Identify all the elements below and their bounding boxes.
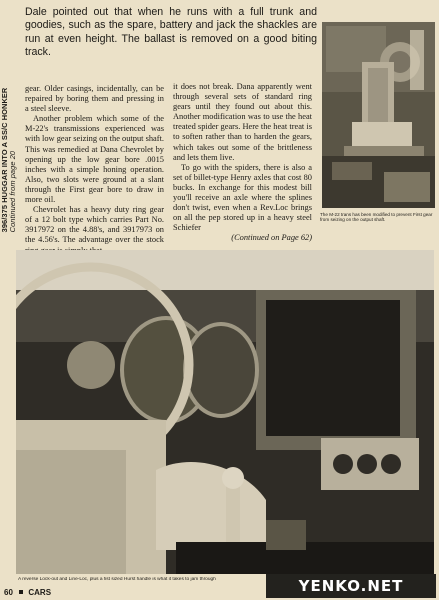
column1-paragraph: Chevrolet has a heavy duty ring gear of a 12 bolt type which carries Part No. 3917972 on the 4.88's, and 3917973 on the 4.56's. The advantage over the stock — [25, 205, 164, 245]
continued-note: (Continued on Page 62) — [231, 233, 312, 243]
transmission-photo — [322, 22, 435, 208]
article-column-1 — [25, 84, 164, 256]
interior-photo-caption: A reverse Lock-out and Line-Loc, plus a fist sized Hurst handle is what it takes to jam through — [18, 577, 216, 582]
column1-paragraph: gear. Older casings, incidentally, can be repaired by boring them and pressing in a steel sleeve. — [25, 84, 164, 114]
column2-paragraph: it does not break. Dana apparently went through several sets of standard ring gears until they found out about this. Another modification was to use the heat treated spider gears. Here the heat treat is to soften rather than to harden the gears, which takes out some of the brittleness and lets them live. — [173, 82, 312, 162]
transmission-photo-art — [322, 22, 435, 208]
site-watermark: YENKO.NET — [266, 574, 436, 598]
page-number: 60 — [4, 588, 13, 597]
column1-paragraph: Another problem which some of the M-22's transmissions experienced was with low gear seizing on the output shaft. This was remedied at Dana Chevrolet by opening up the low gear bore .0015 inches with a simple honing operation. Also, two slots were ground at a slant through the First gear bore to draw in more oil. — [25, 114, 164, 205]
magazine-name: CARS — [28, 588, 52, 597]
side-title: 396/375 HUGGAR INTO A SS/C HONKER — [0, 87, 9, 233]
lead-paragraph: Dale pointed out that when he runs with a full trunk and goodies, such as the spare, battery and jack the shackles are run at even height. The ballast is removed on a good biting track. — [25, 6, 317, 58]
column2-paragraph: To go with the spiders, there is also a set of billet-type Henry axles that cost 80 bucks. In exchange for this modest bill you'll receive an axle where the splines don't twist, even when a Rev.Loc brings on all the pep stored up in a heavy steel Schiefer — [173, 162, 312, 233]
interior-photo-art — [16, 250, 434, 574]
transmission-photo-caption: The M-22 trans has been modified to prevent First gear from seizing on the output shaft. — [320, 212, 433, 223]
page-folio — [4, 588, 51, 597]
bullet-square-icon — [19, 590, 23, 594]
side-running-title — [1, 60, 17, 260]
side-continued: Continued from page 20 — [8, 150, 17, 233]
interior-photo — [16, 250, 434, 574]
article-column-2 — [173, 82, 312, 244]
